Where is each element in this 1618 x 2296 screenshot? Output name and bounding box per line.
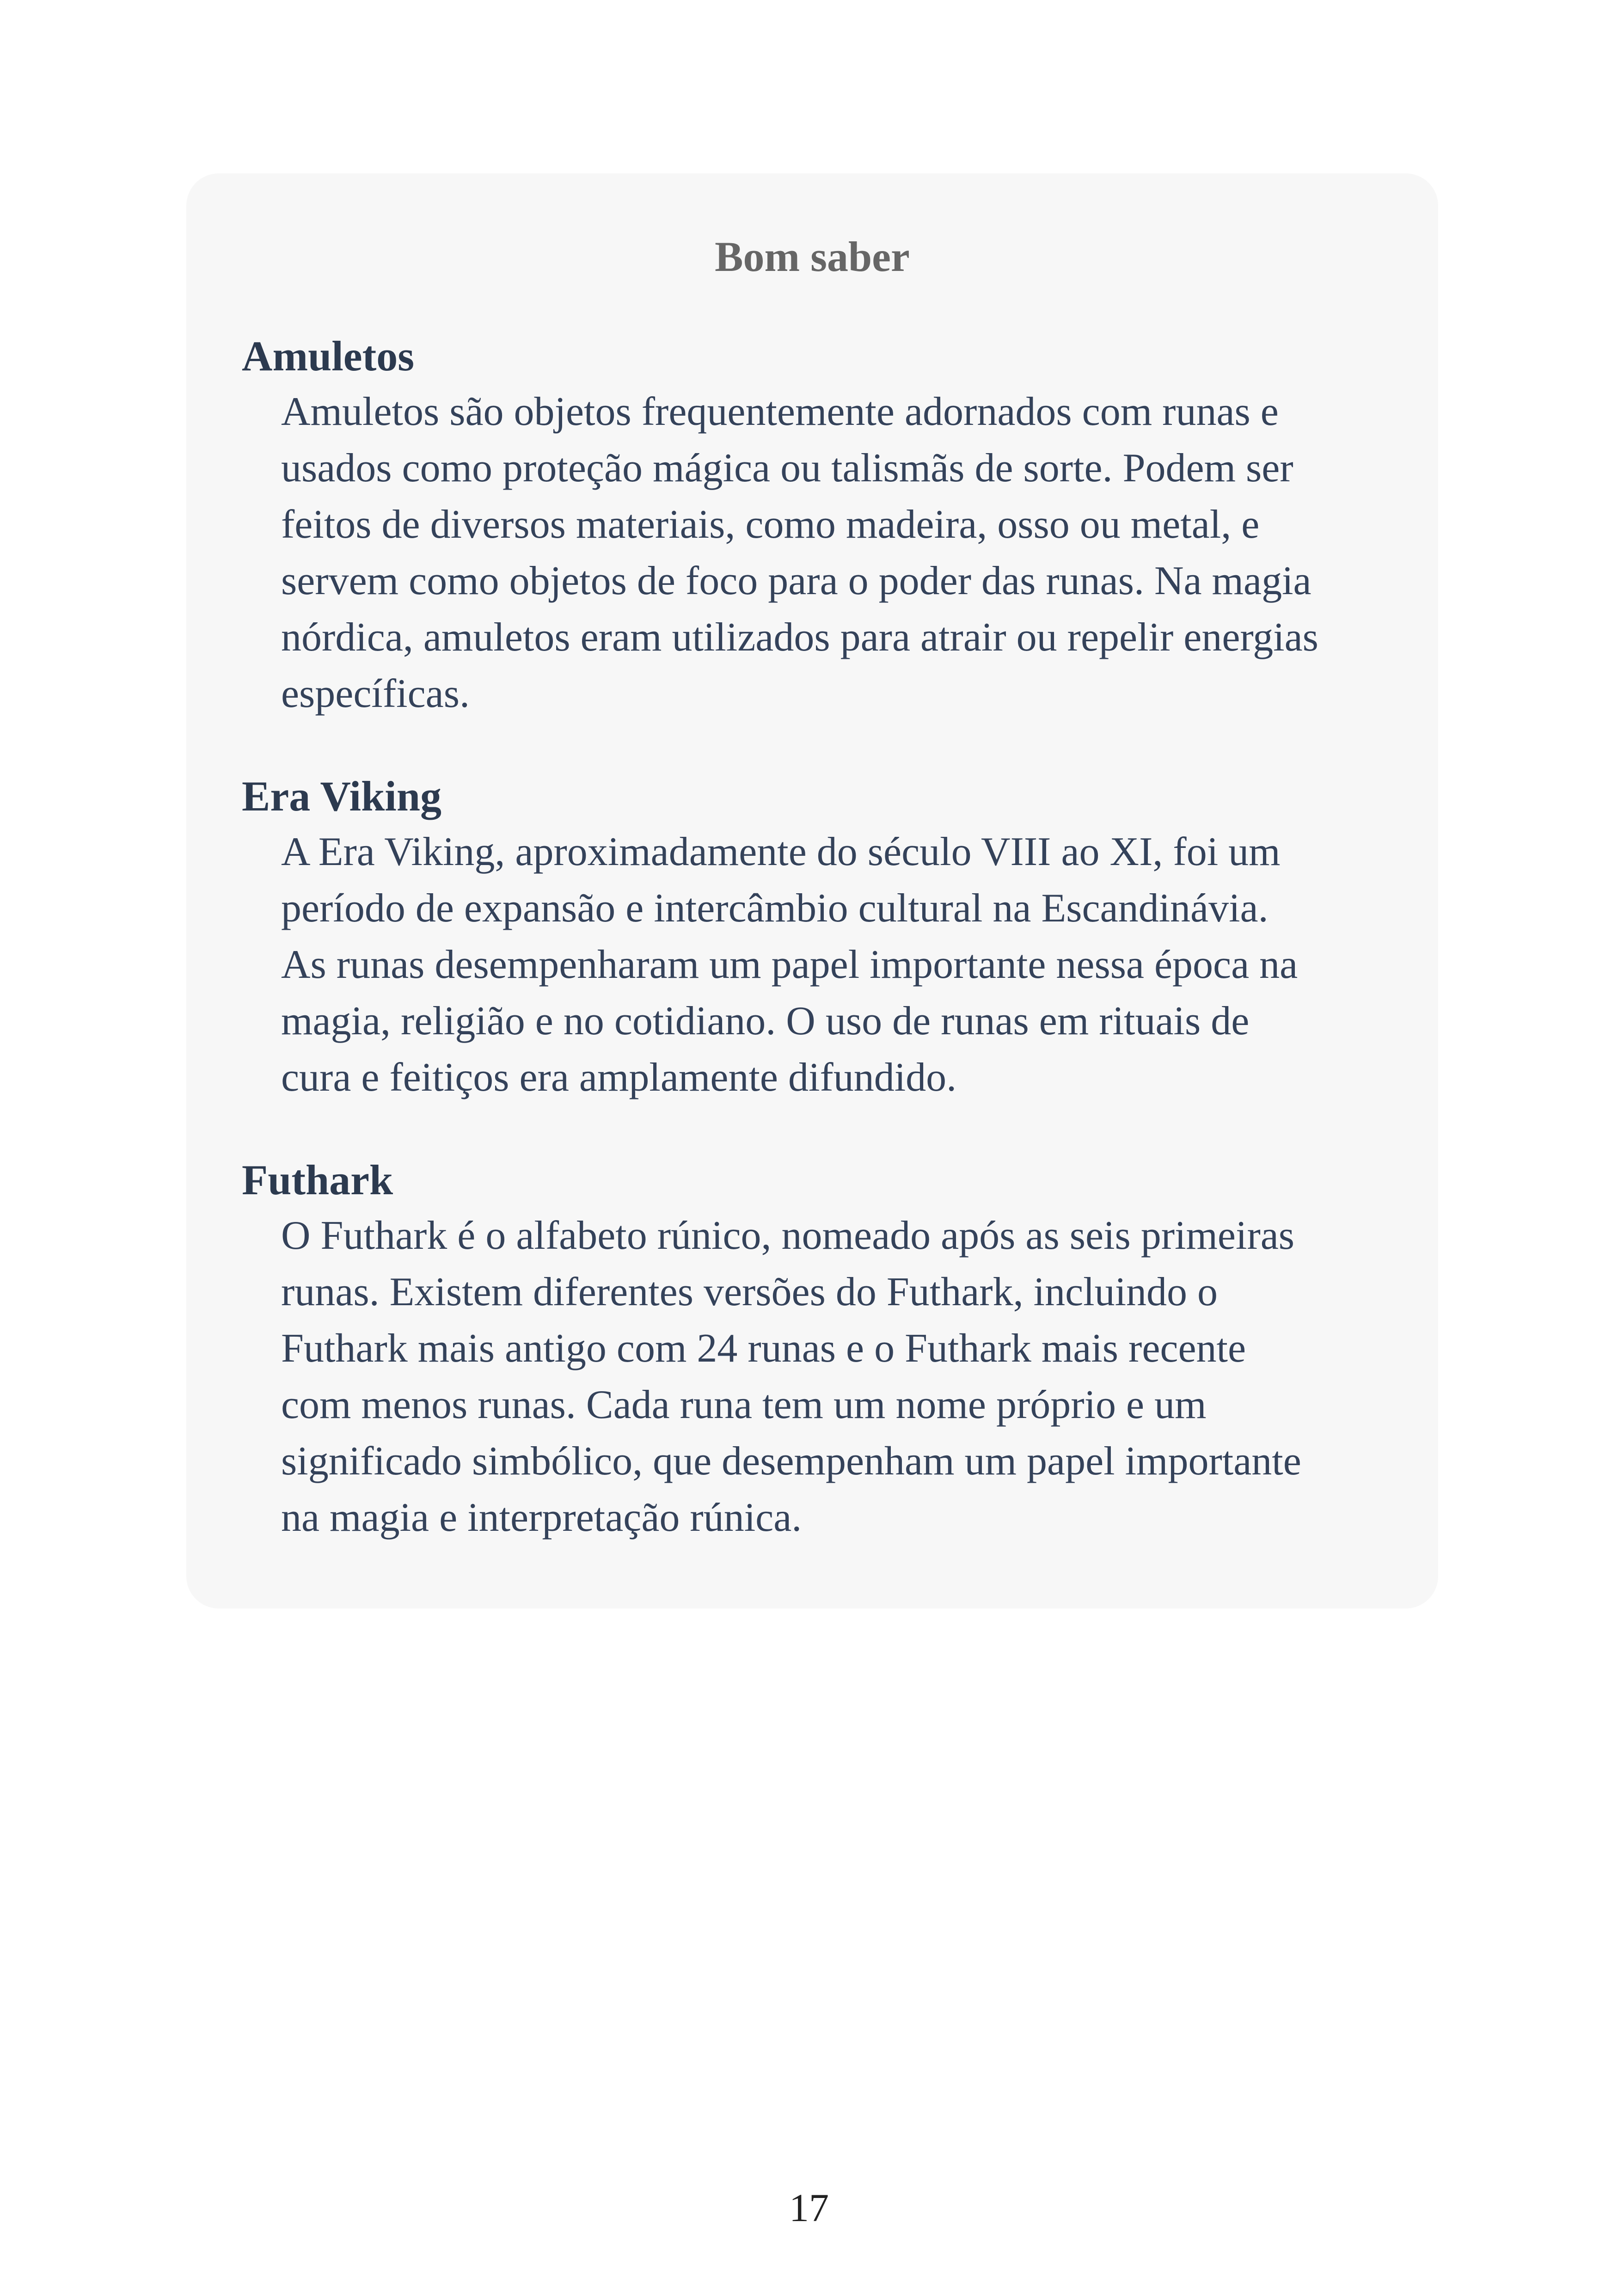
definition-line: runas. Existem diferentes versões do Futhark, incluindo o bbox=[281, 1270, 1218, 1314]
definition-line: Futhark mais antigo com 24 runas e o Futhark mais recente bbox=[281, 1326, 1246, 1371]
definition-line: A Era Viking, aproximadamente do século VIII ao XI, foi um bbox=[281, 829, 1281, 874]
term-era-viking: Era Viking bbox=[242, 773, 442, 820]
definition-line: O Futhark é o alfabeto rúnico, nomeado após as seis primeiras bbox=[281, 1213, 1295, 1258]
definition-line: nórdica, amuletos eram utilizados para atrair ou repelir energias bbox=[281, 615, 1318, 660]
definition-line: servem como objetos de foco para o poder das runas. Na magia bbox=[281, 559, 1312, 603]
definition-amuletos bbox=[242, 384, 1383, 722]
term-futhark: Futhark bbox=[242, 1156, 393, 1203]
definition-line: As runas desempenharam um papel importante nessa época na bbox=[281, 942, 1298, 987]
definition-line: significado simbólico, que desempenham um papel importante bbox=[281, 1439, 1301, 1484]
definition-line: período de expansão e intercâmbio cultural na Escandinávia. bbox=[281, 886, 1269, 931]
definition-line: cura e feitiços era amplamente difundido. bbox=[281, 1055, 957, 1100]
definition-line: magia, religião e no cotidiano. O uso de runas em rituais de bbox=[281, 999, 1250, 1044]
definition-line: na magia e interpretação rúnica. bbox=[281, 1495, 802, 1540]
definition-line: Amuletos são objetos frequentemente adornados com runas e bbox=[281, 389, 1279, 434]
definition-line: feitos de diversos materiais, como madeira, osso ou metal, e bbox=[281, 502, 1260, 547]
box-title: Bom saber bbox=[715, 233, 910, 280]
definition-era-viking bbox=[242, 824, 1383, 1106]
page-number: 17 bbox=[789, 2185, 829, 2230]
term-amuletos: Amuletos bbox=[242, 332, 415, 380]
definition-line: específicas. bbox=[281, 671, 470, 716]
definition-futhark bbox=[242, 1208, 1383, 1546]
definition-line: usados como proteção mágica ou talismãs de sorte. Podem ser bbox=[281, 446, 1293, 491]
info-box-bom-saber bbox=[186, 173, 1438, 1608]
definition-line: com menos runas. Cada runa tem um nome próprio e um bbox=[281, 1382, 1207, 1427]
